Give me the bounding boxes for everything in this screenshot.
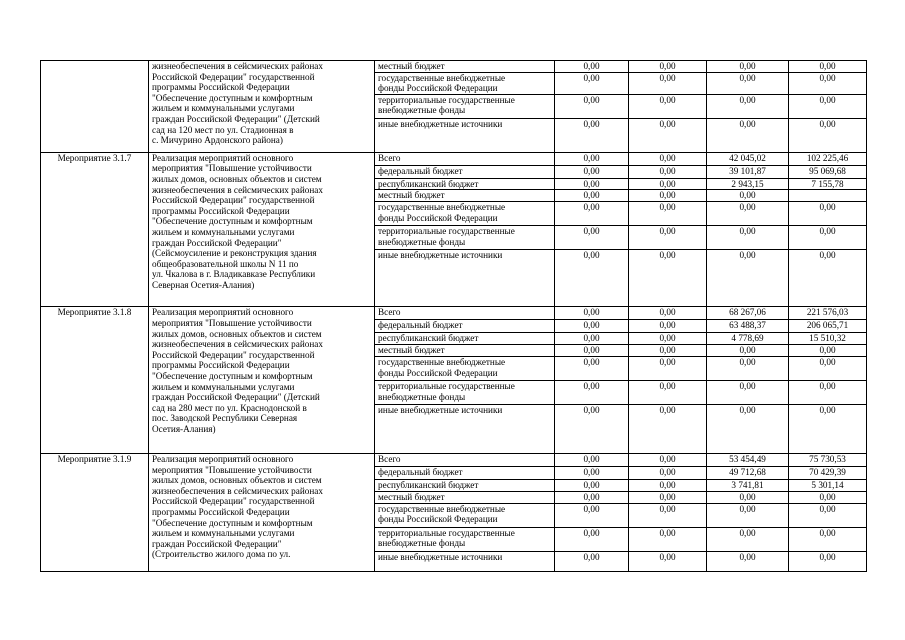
value-cell: 0,00 (555, 250, 629, 307)
measure-code: Мероприятие 3.1.8 (41, 307, 149, 454)
funding-source: местный бюджет (375, 190, 555, 202)
value-cell: 206 065,71 (789, 320, 867, 333)
value-cell: 0,00 (555, 344, 629, 356)
value-cell: 0,00 (555, 94, 629, 118)
value-cell: 0,00 (555, 333, 629, 345)
value-cell: 0,00 (555, 551, 629, 571)
funding-source: республиканский бюджет (375, 333, 555, 345)
value-cell: 0,00 (707, 491, 789, 503)
value-cell: 0,00 (629, 453, 707, 466)
value-cell: 0,00 (789, 491, 867, 503)
value-cell: 4 778,69 (707, 333, 789, 345)
value-cell: 0,00 (629, 491, 707, 503)
value-cell: 0,00 (555, 226, 629, 250)
funding-source: государственные внебюджетные фонды Российской Федерации (375, 356, 555, 380)
funding-source: иные внебюджетные источники (375, 404, 555, 453)
value-cell: 0,00 (789, 72, 867, 94)
value-cell: 0,00 (555, 165, 629, 178)
measure-description: Реализация мероприятий основного мероприятия "Повышение устойчивости жилых домов, основных объектов и систем жизнеобеспечения в сейсмических районах Российской Федерации" государственной программы Российской Федерации "Обеспечение доступным и комфортным жильем и коммунальными услугами граждан Российской Федерации" (Сейсмоусиление и реконструкция здания общеобразовательной школы N 11 по ул. Чкалова в г. Владикавказе Республики Северная Осетия-Алания) (149, 152, 375, 307)
value-cell: 0,00 (789, 503, 867, 527)
value-cell: 0,00 (555, 491, 629, 503)
value-cell: 0,00 (707, 404, 789, 453)
value-cell: 0,00 (555, 118, 629, 152)
value-cell: 0,00 (555, 503, 629, 527)
table-row (41, 152, 867, 165)
value-cell: 95 069,68 (789, 165, 867, 178)
value-cell: 0,00 (555, 152, 629, 165)
value-cell: 0,00 (789, 356, 867, 380)
funding-source: федеральный бюджет (375, 466, 555, 479)
table-row (41, 307, 867, 320)
funding-source: государственные внебюджетные фонды Российской Федерации (375, 72, 555, 94)
value-cell: 102 225,46 (789, 152, 867, 165)
value-cell: 5 301,14 (789, 479, 867, 491)
value-cell: 0,00 (555, 479, 629, 491)
funding-source: территориальные государственные внебюджетные фонды (375, 527, 555, 551)
value-cell: 75 730,53 (789, 453, 867, 466)
measure-code: Мероприятие 3.1.7 (41, 152, 149, 307)
value-cell: 0,00 (555, 178, 629, 190)
value-cell: 0,00 (707, 190, 789, 202)
funding-source: федеральный бюджет (375, 320, 555, 333)
value-cell: 0,00 (629, 404, 707, 453)
value-cell: 49 712,68 (707, 466, 789, 479)
value-cell: 68 267,06 (707, 307, 789, 320)
value-cell: 0,00 (629, 72, 707, 94)
value-cell: 0,00 (629, 527, 707, 551)
value-cell: 0,00 (629, 94, 707, 118)
funding-source: Всего (375, 307, 555, 320)
funding-source: государственные внебюджетные фонды Российской Федерации (375, 202, 555, 226)
measure-description: Реализация мероприятий основного мероприятия "Повышение устойчивости жилых домов, основных объектов и систем жизнеобеспечения в сейсмических районах Российской Федерации" государственной программы Российской Федерации "Обеспечение доступным и комфортным жильем и коммунальными услугами граждан Российской Федерации" (Строительство жилого дома по ул. (149, 453, 375, 571)
value-cell: 0,00 (629, 152, 707, 165)
measure-description: жизнеобеспечения в сейсмических районах Российской Федерации" государственной программы Российской Федерации "Обеспечение доступным и комфортным жильем и коммунальными услугами граждан Российской Федерации" (Детский сад на 120 мест по ул. Стадионная в с. Мичурино Ардонского района) (149, 61, 375, 153)
value-cell: 0,00 (629, 118, 707, 152)
funding-source: территориальные государственные внебюджетные фонды (375, 380, 555, 404)
value-cell: 0,00 (629, 202, 707, 226)
value-cell: 0,00 (789, 404, 867, 453)
value-cell: 0,00 (707, 380, 789, 404)
funding-source: Всего (375, 152, 555, 165)
value-cell: 42 045,02 (707, 152, 789, 165)
value-cell: 0,00 (789, 94, 867, 118)
value-cell: 63 488,37 (707, 320, 789, 333)
funding-source: местный бюджет (375, 344, 555, 356)
value-cell: 39 101,87 (707, 165, 789, 178)
value-cell: 0,00 (629, 551, 707, 571)
value-cell: 0,00 (629, 356, 707, 380)
value-cell: 0,00 (555, 466, 629, 479)
funding-source: федеральный бюджет (375, 165, 555, 178)
value-cell: 0,00 (555, 404, 629, 453)
table-row (41, 453, 867, 466)
value-cell: 0,00 (555, 190, 629, 202)
value-cell: 70 429,39 (789, 466, 867, 479)
value-cell: 0,00 (555, 320, 629, 333)
value-cell: 0,00 (707, 72, 789, 94)
value-cell: 0,00 (707, 94, 789, 118)
value-cell: 0,00 (555, 527, 629, 551)
value-cell: 0,00 (629, 178, 707, 190)
value-cell: 0,00 (629, 226, 707, 250)
funding-source: местный бюджет (375, 61, 555, 73)
value-cell: 0,00 (707, 551, 789, 571)
table-row (41, 61, 867, 73)
value-cell: 2 943,15 (707, 178, 789, 190)
value-cell: 0,00 (555, 453, 629, 466)
value-cell: 0,00 (789, 202, 867, 226)
value-cell: 0,00 (707, 250, 789, 307)
value-cell: 0,00 (629, 380, 707, 404)
value-cell: 0,00 (629, 333, 707, 345)
document-page (40, 60, 867, 572)
value-cell: 0,00 (555, 356, 629, 380)
value-cell: 0,00 (555, 72, 629, 94)
value-cell: 0,00 (707, 356, 789, 380)
value-cell: 0,00 (707, 226, 789, 250)
value-cell (789, 190, 867, 202)
funding-source: иные внебюджетные источники (375, 118, 555, 152)
funding-source: иные внебюджетные источники (375, 250, 555, 307)
value-cell: 0,00 (707, 527, 789, 551)
value-cell: 53 454,49 (707, 453, 789, 466)
funding-source: Всего (375, 453, 555, 466)
value-cell: 0,00 (789, 61, 867, 73)
funding-source: территориальные государственные внебюджетные фонды (375, 94, 555, 118)
value-cell: 15 510,32 (789, 333, 867, 345)
funding-source: местный бюджет (375, 491, 555, 503)
value-cell: 0,00 (555, 380, 629, 404)
value-cell: 0,00 (789, 250, 867, 307)
value-cell: 0,00 (789, 380, 867, 404)
value-cell: 0,00 (629, 344, 707, 356)
value-cell: 0,00 (555, 61, 629, 73)
value-cell: 0,00 (629, 250, 707, 307)
funding-source: государственные внебюджетные фонды Российской Федерации (375, 503, 555, 527)
value-cell: 0,00 (707, 344, 789, 356)
value-cell: 0,00 (555, 202, 629, 226)
value-cell: 0,00 (555, 307, 629, 320)
value-cell: 0,00 (789, 527, 867, 551)
value-cell: 0,00 (629, 479, 707, 491)
value-cell: 0,00 (629, 307, 707, 320)
funding-source: республиканский бюджет (375, 479, 555, 491)
value-cell: 0,00 (707, 202, 789, 226)
value-cell: 0,00 (707, 118, 789, 152)
value-cell: 0,00 (789, 118, 867, 152)
value-cell: 0,00 (707, 61, 789, 73)
value-cell: 0,00 (789, 226, 867, 250)
value-cell: 7 155,78 (789, 178, 867, 190)
value-cell: 0,00 (789, 344, 867, 356)
value-cell: 0,00 (629, 165, 707, 178)
measure-description: Реализация мероприятий основного мероприятия "Повышение устойчивости жилых домов, основных объектов и систем жизнеобеспечения в сейсмических районах Российской Федерации" государственной программы Российской Федерации "Обеспечение доступным и комфортным жильем и коммунальными услугами граждан Российской Федерации" (Детский сад на 280 мест по ул. Краснодонской в пос. Заводской Республики Северная Осетия-Алания) (149, 307, 375, 454)
value-cell: 0,00 (789, 551, 867, 571)
funding-table (40, 60, 867, 572)
value-cell: 0,00 (629, 320, 707, 333)
value-cell: 3 741,81 (707, 479, 789, 491)
measure-code: Мероприятие 3.1.9 (41, 453, 149, 571)
funding-source: территориальные государственные внебюджетные фонды (375, 226, 555, 250)
value-cell: 0,00 (629, 503, 707, 527)
value-cell: 221 576,03 (789, 307, 867, 320)
measure-code (41, 61, 149, 153)
value-cell: 0,00 (629, 466, 707, 479)
funding-source: иные внебюджетные источники (375, 551, 555, 571)
value-cell: 0,00 (629, 61, 707, 73)
funding-source: республиканский бюджет (375, 178, 555, 190)
value-cell: 0,00 (707, 503, 789, 527)
value-cell: 0,00 (629, 190, 707, 202)
